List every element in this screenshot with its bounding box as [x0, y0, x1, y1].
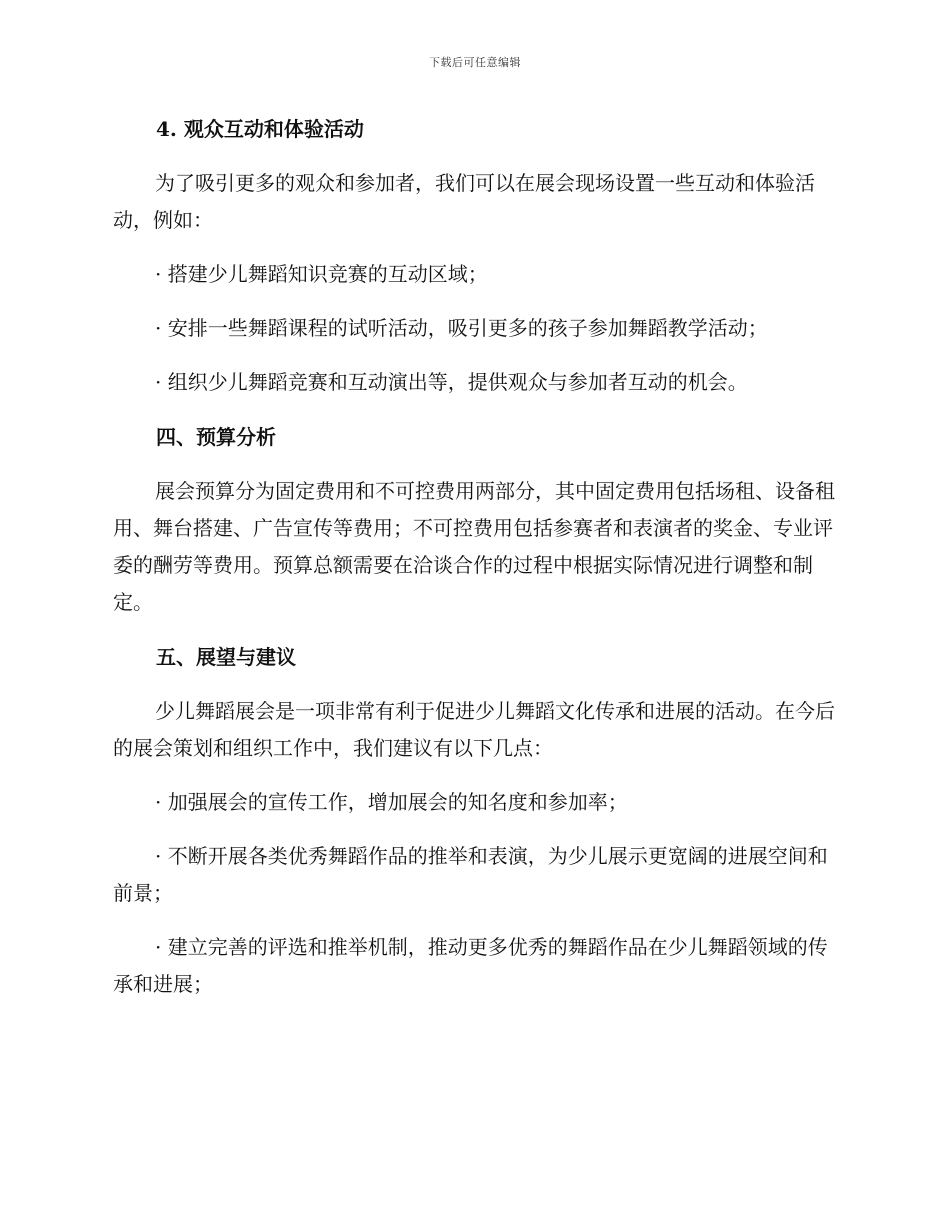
page-header: 下载后可任意编辑	[429, 56, 521, 69]
paragraph-interaction-intro: 为了吸引更多的观众和参加者，我们可以在展会现场设置一些互动和体验活动，例如：	[113, 171, 815, 232]
list-item: · 加强展会的宣传工作，增加展会的知名度和参加率；	[155, 790, 628, 814]
page-content	[113, 110, 835, 1020]
paragraph-outlook-intro: 少儿舞蹈展会是一项非常有利于促进少儿舞蹈文化传承和进展的活动。在今后的展会策划和组织工作中，我们建议有以下几点：	[113, 699, 835, 760]
list-item: · 建立完善的评选和推举机制，推动更多优秀的舞蹈作品在少儿舞蹈领域的传承和进展；	[113, 935, 828, 996]
paragraph-budget: 展会预算分为固定费用和不可控费用两部分，其中固定费用包括场租、设备租用、舞台搭建、广告宣传等费用；不可控费用包括参赛者和表演者的奖金、专业评委的酬劳等费用。预算总额需要在洽谈合作的过程中根据实际情况进行调整和制定。	[113, 479, 835, 614]
list-item: · 不断开展各类优秀舞蹈作品的推举和表演，为少儿展示更宽阔的进展空间和前景；	[113, 844, 828, 905]
section-heading-outlook: 五、展望与建议	[156, 645, 296, 669]
section-heading-audience-interaction: 4. 观众互动和体验活动	[156, 117, 364, 141]
section-heading-budget: 四、预算分析	[156, 425, 276, 449]
list-item: · 安排一些舞蹈课程的试听活动，吸引更多的孩子参加舞蹈教学活动；	[155, 316, 768, 340]
list-item: · 组织少儿舞蹈竞赛和互动演出等，提供观众与参加者互动的机会。	[155, 370, 748, 394]
list-item: · 搭建少儿舞蹈知识竞赛的互动区域；	[155, 262, 488, 286]
